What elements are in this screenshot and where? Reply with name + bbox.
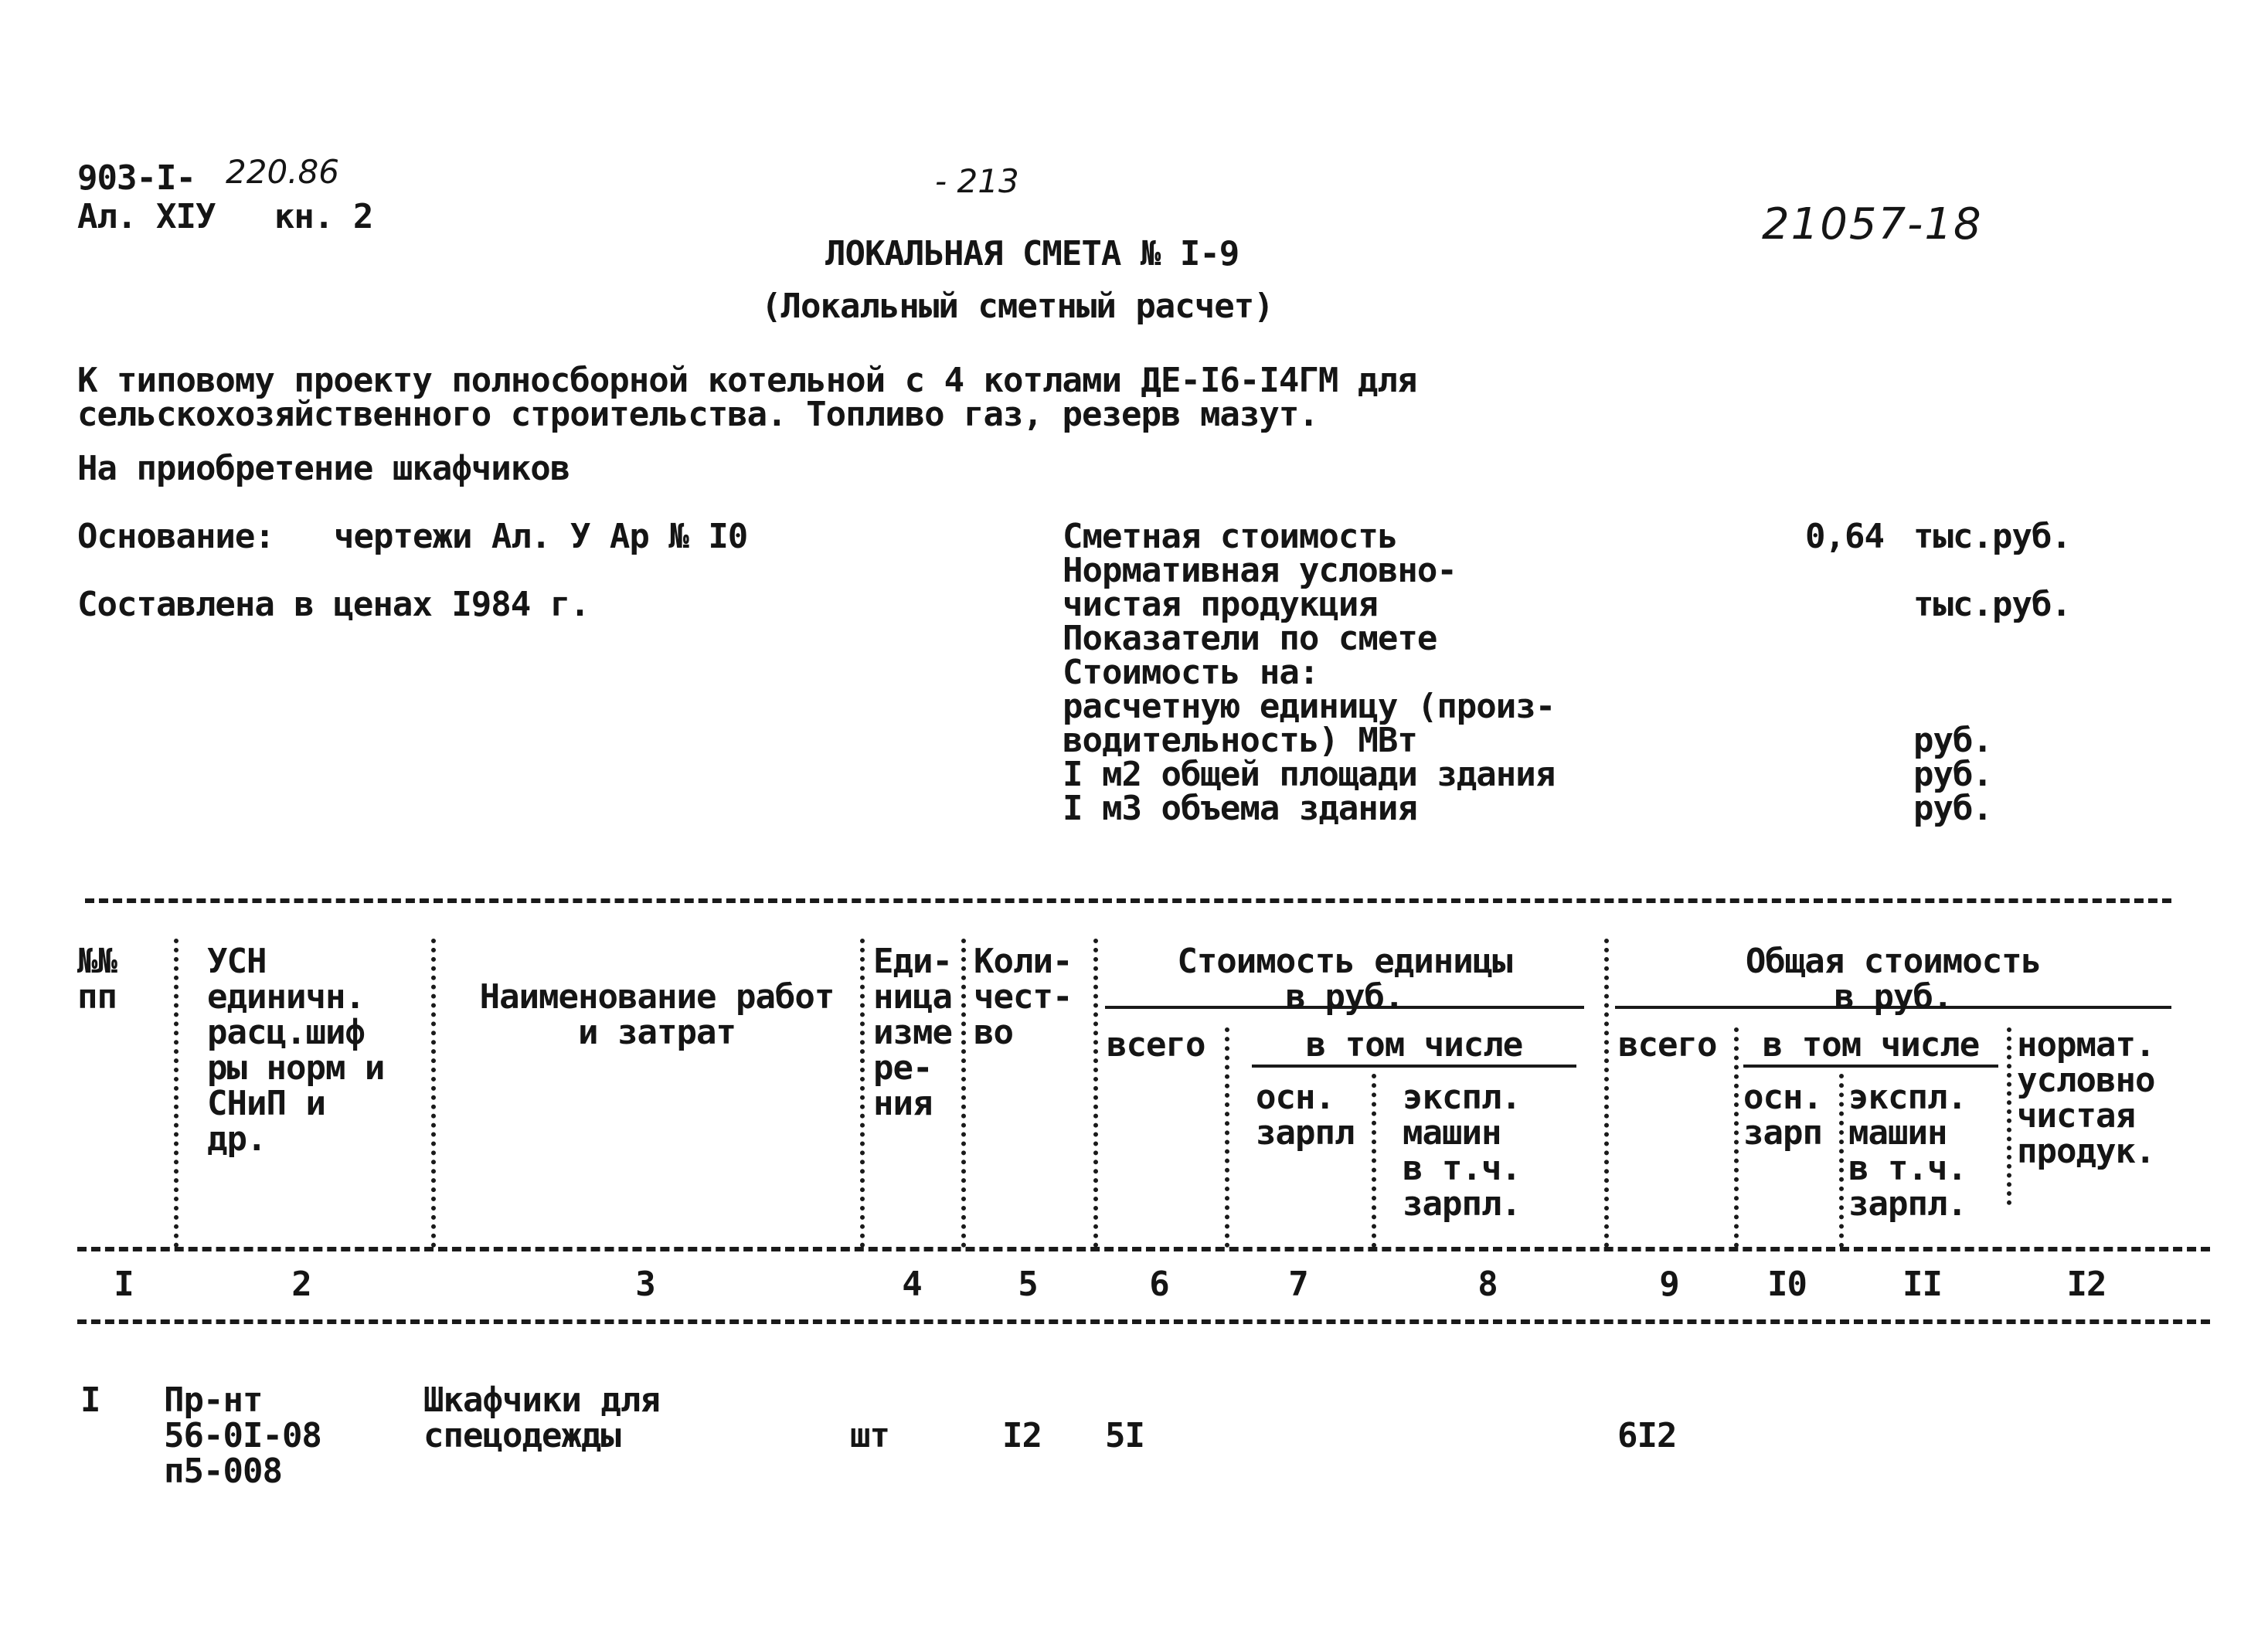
cost-per-label: Стоимость на:: [1063, 653, 1319, 692]
colnum-7: 7: [1288, 1265, 1308, 1304]
colnum-8: 8: [1477, 1265, 1498, 1304]
header-norm-product: нормат. условно чистая продук.: [2017, 1025, 2155, 1171]
header-unit: Еди- ница изме ре- ния: [873, 942, 952, 1123]
estimate-title: ЛОКАЛЬНАЯ СМЕТА № I-9: [825, 234, 1239, 273]
row-code: Пр-нт 56-0I-08 п5-008: [164, 1380, 321, 1491]
header-number: №№ пп: [77, 942, 117, 1017]
price-level: Составлена в ценах I984 г.: [77, 585, 590, 624]
col-sep-5: [1093, 939, 1098, 1248]
header-unit-total: всего: [1107, 1025, 1205, 1065]
unit-line-1: расчетную единицу (произ-: [1063, 687, 1556, 726]
row-unit: шт: [850, 1416, 889, 1455]
header-total-incl: в том числе: [1762, 1025, 1980, 1065]
header-unit-machines: экспл. машин в т.ч. зарпл.: [1403, 1078, 1521, 1224]
colnum-6: 6: [1149, 1265, 1169, 1304]
col-sep-3: [860, 939, 865, 1248]
area-rub: руб.: [1913, 755, 1992, 794]
colnum-10: I0: [1767, 1265, 1807, 1304]
row-name: Шкафчики для спецодежды: [423, 1380, 660, 1455]
header-bottom-rule: [77, 1247, 2210, 1251]
unit-rub: руб.: [1913, 721, 1992, 760]
colnum-3: 3: [635, 1265, 655, 1304]
project-line-2: сельскохозяйственного строительства. Топливо газ, резерв мазут.: [77, 395, 1318, 434]
cost-label: Сметная стоимость: [1063, 517, 1398, 556]
document-code: 21057-18: [1762, 199, 1983, 250]
series-handwritten: 220.86: [226, 153, 339, 191]
col-sep-6: [1225, 1027, 1229, 1248]
cost-unit: тыс.руб.: [1913, 517, 2071, 556]
album-book: Ал. XIУ кн. 2: [77, 197, 373, 236]
header-total-cost-group: Общая стоимость в руб.: [1745, 942, 2042, 1017]
norm-label-2: чистая продукция: [1063, 585, 1378, 624]
colnum-12: I2: [2066, 1265, 2106, 1304]
unit-line-2: водительность) МВт: [1063, 721, 1417, 760]
col-sep-8: [1604, 939, 1609, 1248]
header-total: всего: [1618, 1025, 1717, 1065]
col-sep-2: [431, 939, 436, 1248]
row-number: I: [80, 1380, 100, 1420]
area-line: I м2 общей площади здания: [1063, 755, 1556, 794]
numbers-bottom-rule: [77, 1319, 2210, 1324]
page-number: - 213: [935, 162, 1019, 200]
header-unit-wage: осн. зарпл: [1256, 1078, 1355, 1153]
col-sep-1: [174, 939, 179, 1248]
col-sep-9: [1734, 1027, 1739, 1248]
col-sep-10: [1839, 1074, 1844, 1248]
cost-value: 0,64: [1805, 517, 1884, 556]
indicators-label: Показатели по смете: [1063, 619, 1437, 658]
header-name: Наименование работ и затрат: [479, 977, 835, 1052]
col-sep-7: [1372, 1074, 1376, 1248]
colnum-11: II: [1902, 1265, 1942, 1304]
volume-line: I м3 объема здания: [1063, 789, 1417, 828]
header-unit-cost-group: Стоимость единицы в руб.: [1177, 942, 1512, 1017]
basis-value: чертежи Ал. У Ар № I0: [334, 517, 748, 556]
col-sep-4: [961, 939, 966, 1248]
table-top-rule: [85, 898, 2171, 903]
sub-total-underline: [1743, 1065, 1998, 1068]
volume-rub: руб.: [1913, 789, 1992, 828]
colnum-9: 9: [1659, 1265, 1679, 1304]
colnum-5: 5: [1018, 1265, 1038, 1304]
norm-unit: тыс.руб.: [1913, 585, 2071, 624]
sub-unit-underline: [1252, 1065, 1576, 1068]
header-code: УСН единичн. расц.шиф ры норм и СНиП и др.: [207, 942, 385, 1159]
project-line-1: К типовому проекту полносборной котельной с 4 котлами ДЕ-I6-I4ГМ для: [77, 361, 1417, 400]
estimate-subtitle: (Локальный сметный расчет): [761, 287, 1273, 326]
colnum-1: I: [114, 1265, 134, 1304]
row-total: 6I2: [1617, 1416, 1677, 1455]
norm-label-1: Нормативная условно-: [1063, 551, 1457, 590]
header-total-wage: осн. зарп: [1743, 1078, 1822, 1153]
colnum-4: 4: [902, 1265, 922, 1304]
row-qty: I2: [1002, 1416, 1042, 1455]
colnum-2: 2: [291, 1265, 311, 1304]
row-unit-total: 5I: [1105, 1416, 1144, 1455]
header-total-machines: экспл. машин в т.ч. зарпл.: [1848, 1078, 1967, 1224]
basis-label: Основание:: [77, 517, 274, 556]
header-unit-incl: в том числе: [1305, 1025, 1523, 1065]
purpose: На приобретение шкафчиков: [77, 449, 570, 488]
header-qty: Коли- чест- во: [974, 942, 1073, 1052]
col-sep-11: [2007, 1027, 2011, 1205]
series-prefix: 903-I-: [77, 158, 196, 198]
